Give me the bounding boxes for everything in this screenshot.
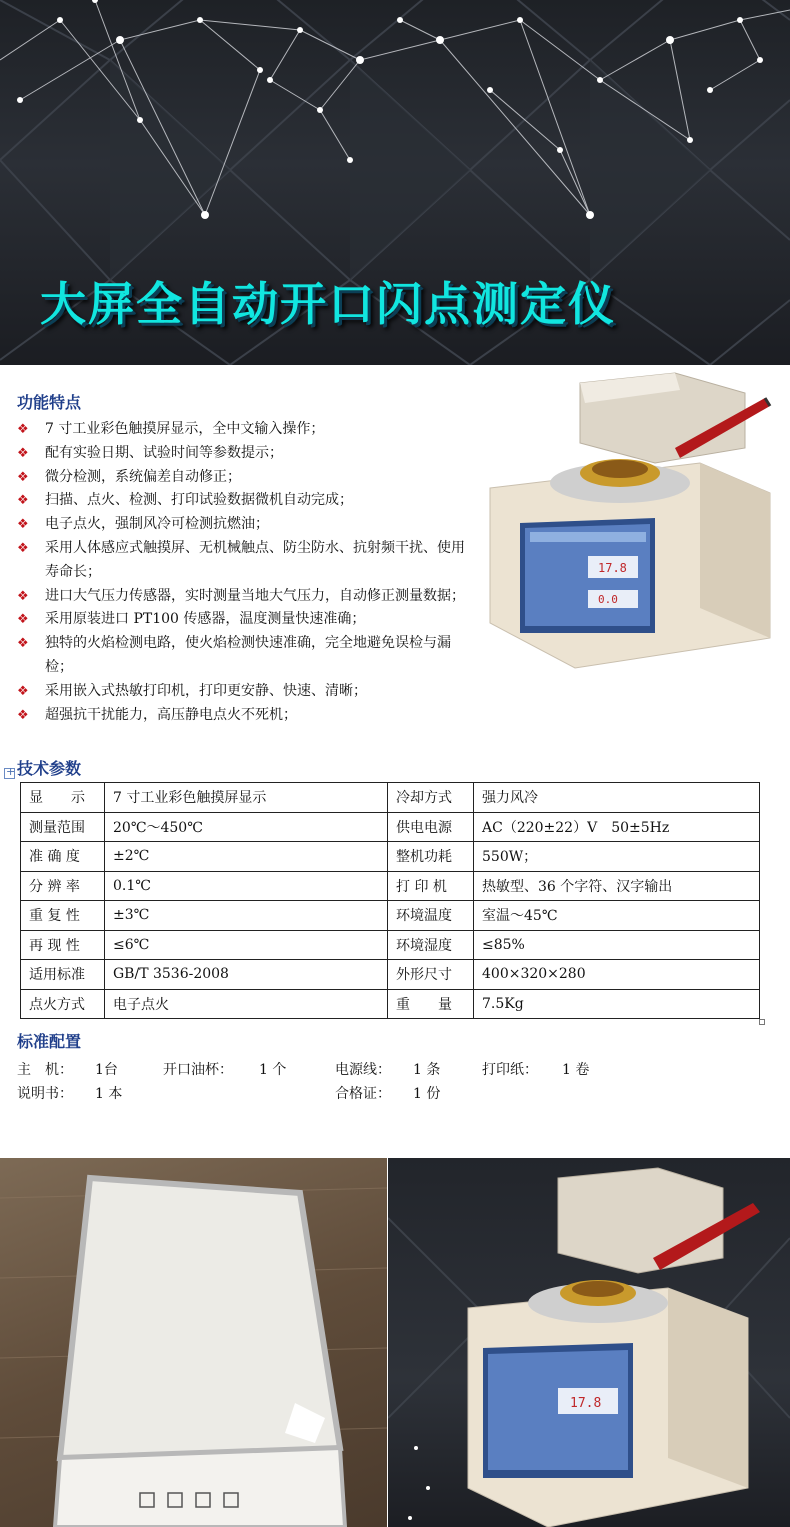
feature-text: 独特的火焰检测电路，使火焰检测快速准确，完全地避免误检与漏检；	[45, 635, 451, 675]
table-row	[21, 960, 760, 990]
feature-item	[17, 489, 477, 513]
feature-text: 配有实验日期、试验时间等参数提示；	[45, 444, 283, 461]
spec-value: 7.5Kg	[474, 989, 760, 1019]
table-row	[21, 901, 760, 931]
spec-value: ≤6℃	[105, 930, 388, 960]
bullet-icon: ❖	[17, 469, 29, 485]
config-label: 合格证：	[335, 1086, 391, 1102]
table-row	[21, 871, 760, 901]
spec-value: 20℃～450℃	[105, 812, 388, 842]
spec-label: 供电电源	[388, 812, 474, 842]
spec-heading: 技术参数	[17, 759, 82, 778]
spec-value: 电子点火	[105, 989, 388, 1019]
spec-label: 适用标准	[21, 960, 105, 990]
feature-item	[17, 442, 477, 466]
spec-value: ≤85%	[474, 930, 760, 960]
config-value: 1 份	[413, 1086, 441, 1102]
config-heading: 标准配置	[17, 1032, 82, 1051]
screen-reading: 17.8	[598, 561, 627, 575]
spec-label: 再 现 性	[21, 930, 105, 960]
spec-value: 强力风冷	[474, 783, 760, 813]
config-label: 说明书：	[17, 1086, 73, 1102]
feature-item	[17, 680, 477, 704]
screen-reading: 17.8	[570, 1396, 602, 1411]
config-value: 1台	[95, 1062, 118, 1078]
spec-label: 重 量	[388, 989, 474, 1019]
config-label: 开口油杯：	[163, 1062, 233, 1078]
spec-label: 环境湿度	[388, 930, 474, 960]
config-label: 打印纸：	[482, 1062, 538, 1078]
spec-value: 550W；	[474, 842, 760, 872]
spec-label: 分 辨 率	[21, 871, 105, 901]
hero-banner	[0, 0, 790, 365]
bullet-icon: ❖	[17, 683, 29, 699]
packing-crate-photo	[0, 1158, 387, 1527]
config-value: 1 条	[413, 1062, 441, 1078]
config-value: 1 卷	[562, 1062, 590, 1078]
table-row	[21, 989, 760, 1019]
features-heading: 功能特点	[17, 393, 82, 412]
banner-title: 大屏全自动开口闪点测定仪	[40, 277, 616, 331]
feature-text: 7 寸工业彩色触摸屏显示，全中文输入操作；	[45, 421, 325, 437]
config-value: 1 个	[259, 1062, 287, 1078]
spec-value: ±2℃	[105, 842, 388, 872]
spec-value: GB/T 3536-2008	[105, 960, 388, 990]
feature-text: 电子点火，强制风冷可检测抗燃油；	[45, 516, 269, 533]
bullet-icon: ❖	[17, 636, 29, 652]
bullet-icon: ❖	[17, 493, 29, 509]
feature-item	[17, 585, 477, 609]
spec-value: 400×320×280	[474, 960, 760, 990]
spec-value: 7 寸工业彩色触摸屏显示	[105, 783, 388, 813]
product-photo	[388, 1158, 790, 1527]
feature-text: 扫描、点火、检测、打印试验数据微机自动完成；	[45, 492, 353, 509]
feature-item	[17, 418, 477, 442]
feature-item	[17, 513, 477, 537]
feature-item	[17, 466, 477, 490]
feature-list	[17, 418, 477, 727]
bullet-icon: ❖	[17, 540, 29, 556]
feature-item	[17, 537, 477, 585]
bullet-icon: ❖	[17, 612, 29, 628]
feature-text: 采用嵌入式热敏打印机，打印更安静、快速、清晰；	[45, 682, 367, 699]
bullet-icon: ❖	[17, 517, 29, 533]
feature-text: 微分检测，系统偏差自动修正；	[45, 468, 241, 485]
spec-label: 环境温度	[388, 901, 474, 931]
table-row	[21, 930, 760, 960]
spec-value: ±3℃	[105, 901, 388, 931]
config-label: 电源线：	[335, 1062, 391, 1078]
spec-label: 打 印 机	[388, 871, 474, 901]
bullet-icon: ❖	[17, 445, 29, 461]
screen-reading-small: 0.0	[598, 593, 618, 606]
spec-label: 显 示	[21, 783, 105, 813]
spec-value: 热敏型、36 个字符、汉字输出	[474, 871, 760, 901]
bullet-icon: ❖	[17, 422, 29, 437]
feature-item	[17, 704, 477, 728]
table-row	[21, 842, 760, 872]
spec-label: 整机功耗	[388, 842, 474, 872]
table-row	[21, 783, 760, 813]
spec-label: 外形尺寸	[388, 960, 474, 990]
config-value: 1 本	[95, 1086, 123, 1102]
table-move-handle[interactable]	[4, 768, 15, 779]
bullet-icon: ❖	[17, 588, 29, 604]
table-row	[21, 812, 760, 842]
spec-label: 准 确 度	[21, 842, 105, 872]
feature-item	[17, 608, 477, 632]
spec-table	[20, 782, 760, 1019]
spec-value: 室温～45℃	[474, 901, 760, 931]
spec-label: 冷却方式	[388, 783, 474, 813]
bullet-icon: ❖	[17, 707, 29, 723]
spec-label: 重 复 性	[21, 901, 105, 931]
config-label: 主 机：	[17, 1062, 73, 1078]
feature-text: 进口大气压力传感器，实时测量当地大气压力，自动修正测量数据；	[45, 587, 465, 604]
spec-value: AC（220±22）V 50±5Hz	[474, 812, 760, 842]
feature-item	[17, 632, 477, 680]
spec-label: 测量范围	[21, 812, 105, 842]
spec-label: 点火方式	[21, 989, 105, 1019]
feature-text: 采用原装进口 PT100 传感器，温度测量快速准确；	[45, 611, 366, 628]
spec-value: 0.1℃	[105, 871, 388, 901]
table-resize-handle[interactable]	[759, 1019, 765, 1025]
feature-text: 超强抗干扰能力，高压静电点火不死机；	[45, 706, 297, 723]
feature-text: 采用人体感应式触摸屏、无机械触点、防尘防水、抗射频干扰、使用寿命长；	[45, 539, 465, 580]
product-image	[480, 368, 780, 688]
